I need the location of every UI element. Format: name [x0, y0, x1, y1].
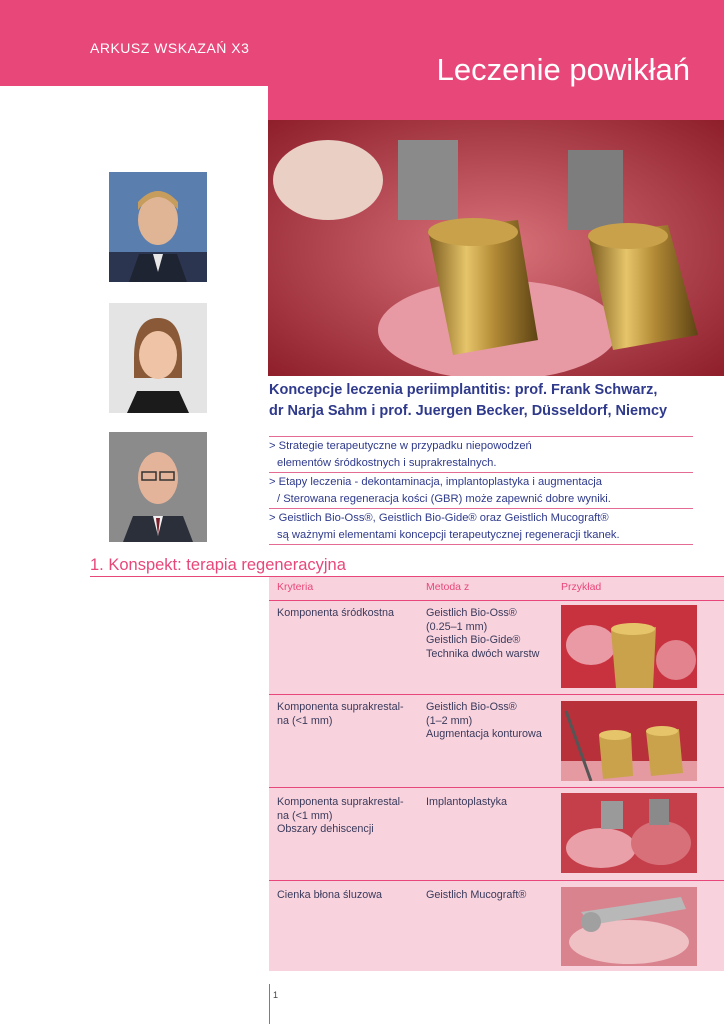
header-cutout — [0, 86, 268, 146]
subtitle-line-1: Koncepcje leczenia periimplantitis: prof. Frank Schwarz, — [269, 382, 658, 398]
portrait-narja-sahm — [109, 303, 207, 413]
row-divider — [269, 787, 724, 788]
cell-text: Technika dwóch warstw — [426, 647, 540, 660]
cell-text: na (<1 mm) — [277, 809, 333, 822]
cell-text: Komponenta śródkostna — [277, 607, 395, 619]
row3-kryteria — [277, 796, 404, 837]
row4-kryteria — [277, 889, 382, 903]
list-item — [269, 436, 693, 472]
row1-kryteria — [277, 607, 394, 621]
header-kryteria: Kryteria — [277, 581, 314, 593]
portrait-juergen-becker — [109, 432, 207, 542]
header-metoda: Metoda z — [426, 581, 470, 593]
example-photo-intrabony — [561, 605, 697, 688]
page-title: Leczenie powikłań — [436, 52, 690, 87]
example-photo-supracrestal — [561, 701, 697, 781]
cell-text: (0.25–1 mm) — [426, 620, 488, 633]
table-header-divider — [269, 600, 724, 601]
row-divider — [269, 880, 724, 881]
cell-text: Augmentacja konturowa — [426, 728, 542, 740]
cell-text: Obszary dehiscencji — [277, 823, 374, 835]
header-przyklad: Przykład — [561, 581, 602, 593]
hero-clinical-photo — [268, 120, 724, 376]
section-title: 1. Konspekt: terapia regeneracyjna — [90, 556, 346, 574]
bullet-line-1: > Etapy leczenia - dekontaminacja, implantoplastyka i augmentacja — [269, 476, 603, 488]
row3-metoda — [426, 796, 507, 810]
cell-text: (1–2 mm) — [426, 714, 473, 727]
subtitle-line-2: dr Narja Sahm i prof. Juergen Becker, Düsseldorf, Niemcy — [269, 403, 668, 419]
page-number-rule — [269, 984, 270, 1024]
portrait-frank-schwarz — [109, 172, 207, 282]
series-label: ARKUSZ WSKAZAŃ X3 — [90, 40, 250, 56]
page-number: 1 — [273, 990, 279, 1000]
example-photo-implantoplasty — [561, 793, 697, 873]
cell-text: na (<1 mm) — [277, 714, 333, 727]
cell-text: Komponenta suprakrestal- — [277, 701, 404, 713]
bullet-line-1: > Geistlich Bio-Oss®, Geistlich Bio-Gide® oraz Geistlich Mucograft® — [269, 512, 609, 524]
cell-text: Geistlich Mucograft® — [426, 889, 527, 901]
row2-kryteria — [277, 701, 404, 728]
example-photo-mucosa — [561, 887, 697, 966]
bullet-line-2: / Sterowana regeneracja kości (GBR) może zapewnić dobre wyniki. — [277, 492, 611, 505]
row4-metoda — [426, 889, 526, 903]
bullet-line-2: elementów śródkostnych i suprakrestalnych. — [277, 456, 497, 469]
row1-metoda — [426, 607, 539, 661]
key-points-list — [269, 436, 693, 545]
cell-text: Komponenta suprakrestal- — [277, 796, 404, 808]
cell-text: Geistlich Bio-Oss® — [426, 607, 517, 619]
cell-text: Cienka błona śluzowa — [277, 889, 383, 901]
bullet-line-2: są ważnymi elementami koncepcji terapeutycznej regeneracji tkanek. — [277, 528, 620, 541]
list-item — [269, 508, 693, 545]
bullet-line-1: > Strategie terapeutyczne w przypadku niepowodzeń — [269, 440, 532, 452]
list-item — [269, 472, 693, 508]
row2-metoda — [426, 701, 542, 742]
cell-text: Implantoplastyka — [426, 796, 508, 808]
cell-text: Geistlich Bio-Oss® — [426, 701, 517, 713]
cell-text: Geistlich Bio-Gide® — [426, 634, 521, 646]
row-divider — [269, 694, 724, 695]
article-subtitle — [269, 380, 699, 422]
